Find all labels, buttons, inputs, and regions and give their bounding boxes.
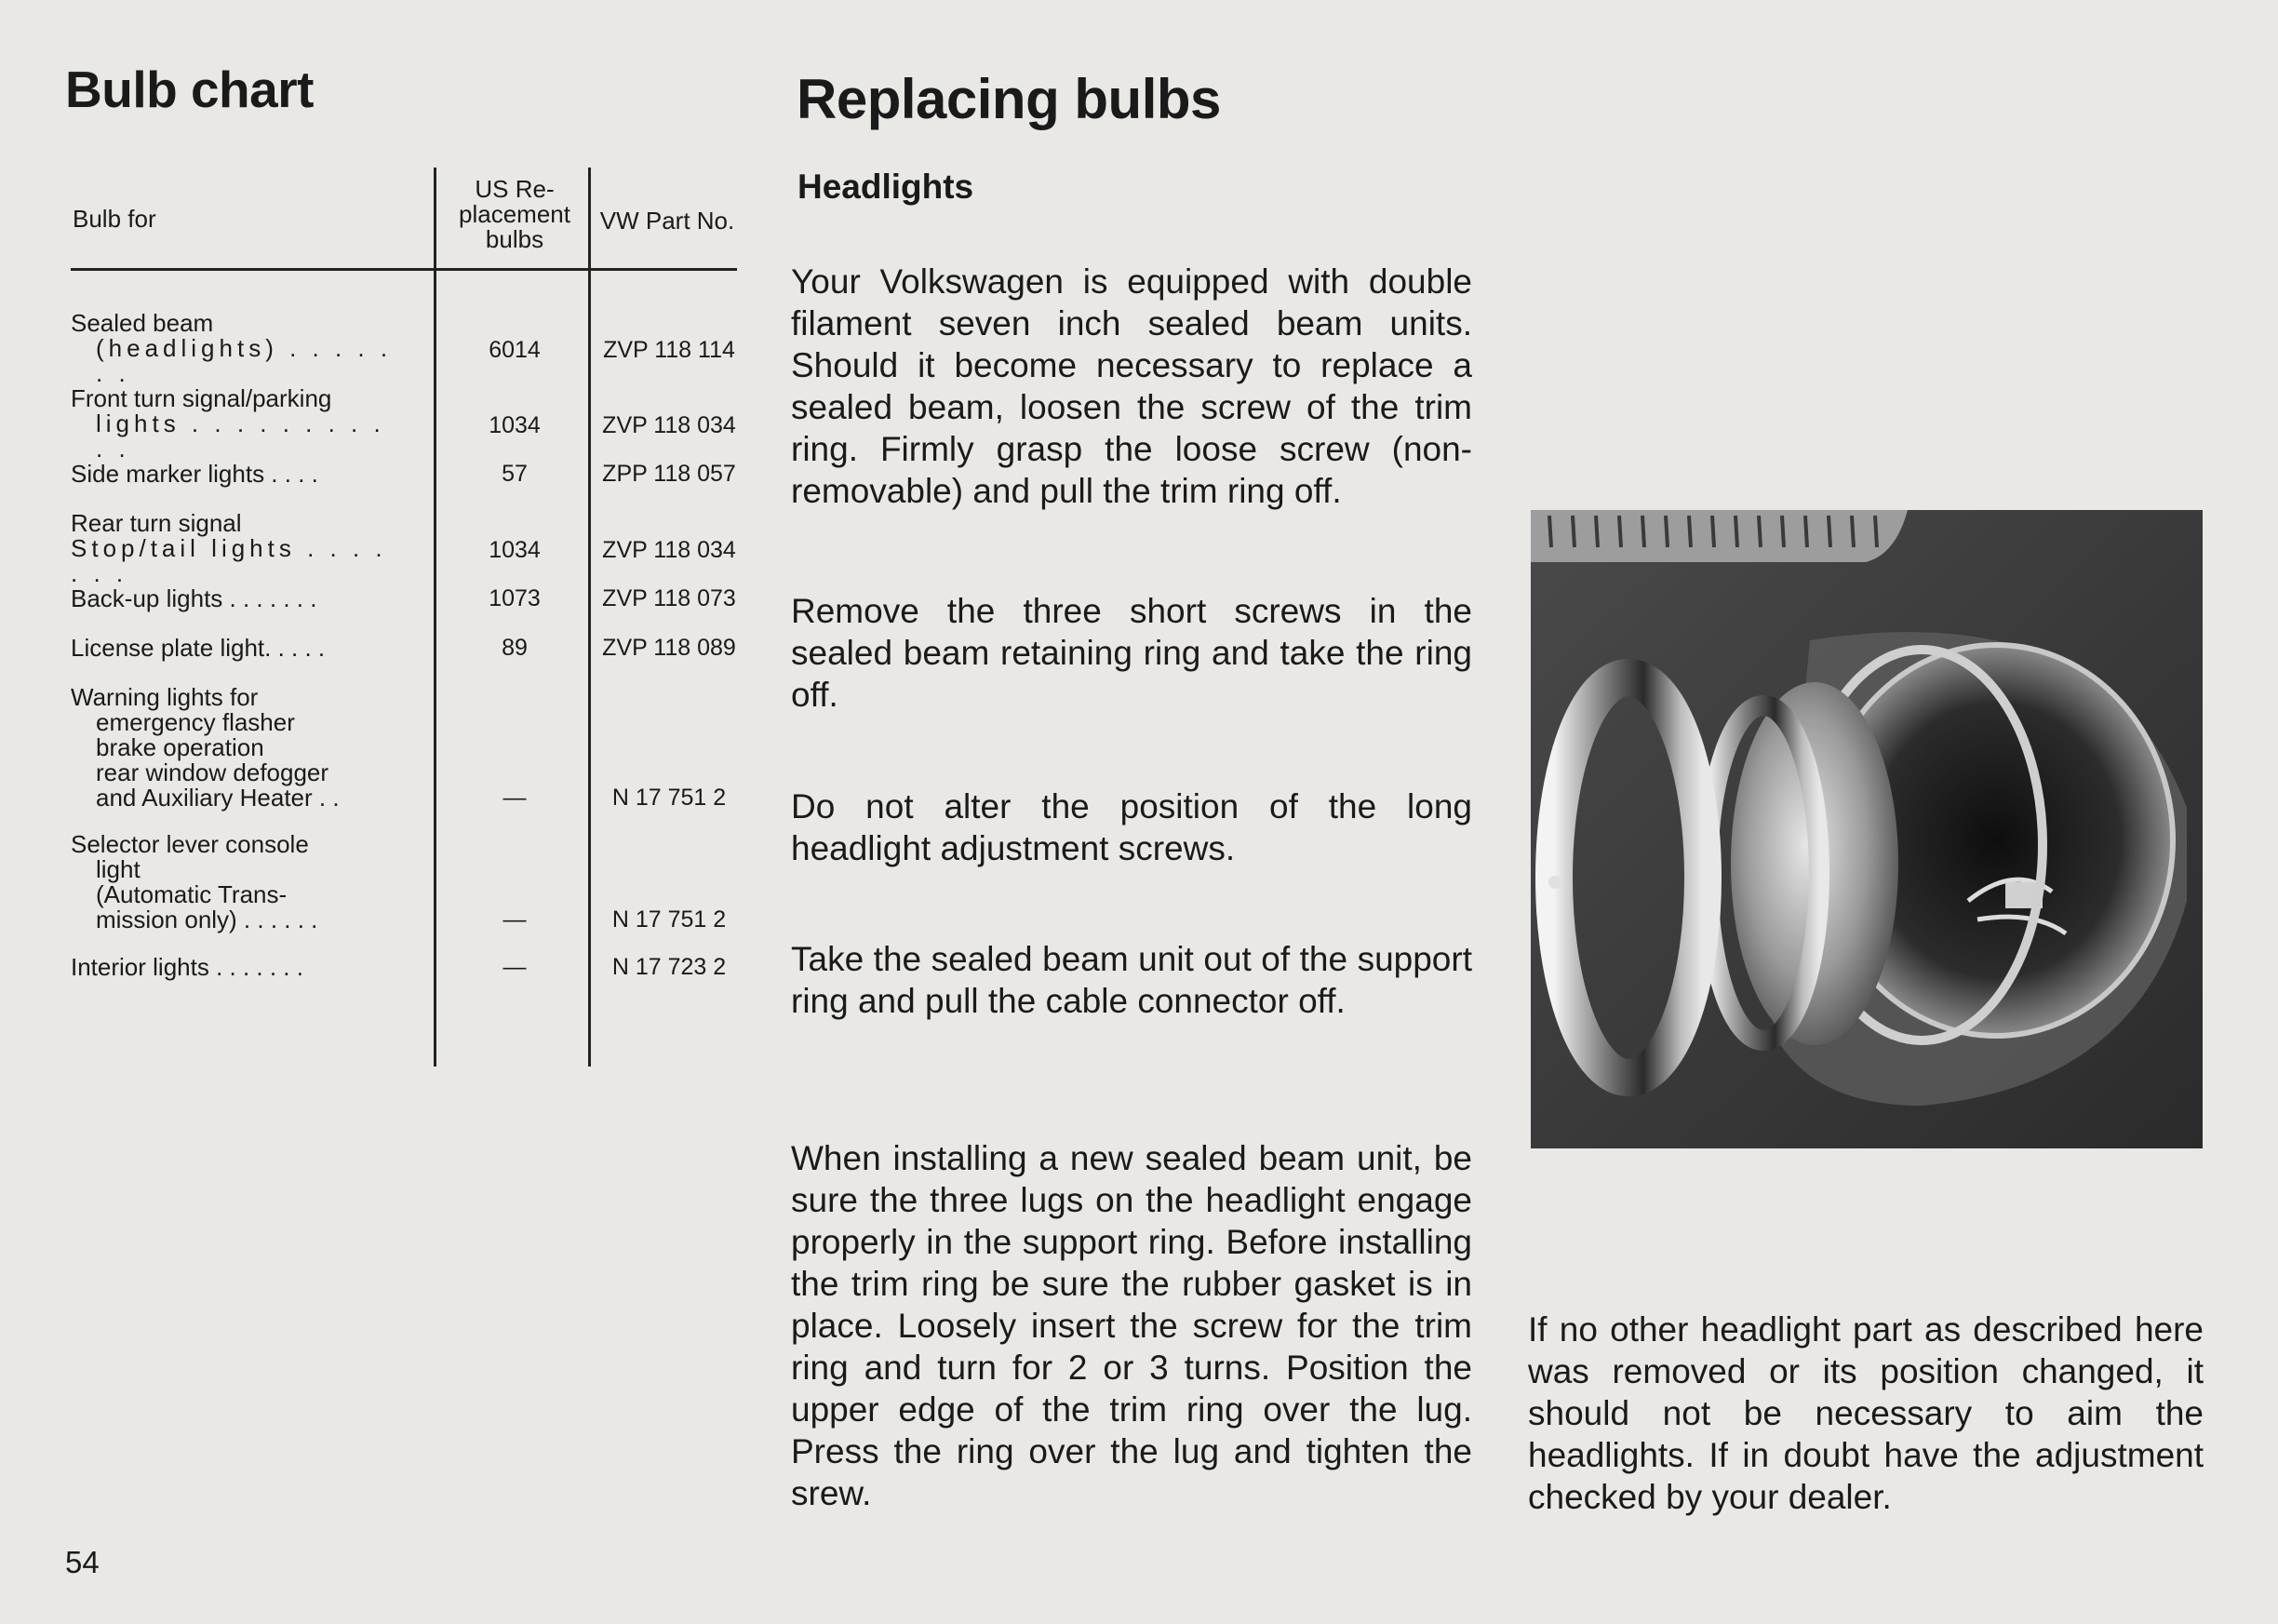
instruction-paragraph: Your Volkswagen is equipped with double filament seven inch sealed beam units. Should it become necessary to replace a sealed beam, loosen the screw of the trim ring. Firmly grasp the loose screw (non-removable) and pull the trim ring off. [791, 262, 1472, 510]
label-line: Warning lights for [71, 683, 259, 711]
label-line: (Automatic Trans- [96, 880, 288, 908]
us-header-line: placement [459, 200, 570, 228]
us-bulb-number: 1073 [489, 585, 541, 611]
label-line: Stop/tail lights . . . . . . . [71, 534, 387, 587]
headlights-subtitle: Headlights [797, 168, 974, 206]
row-label [71, 636, 406, 661]
row-label [71, 462, 406, 487]
instruction-paragraph: Do not alter the position of the long headlight adjustment screws. [791, 787, 1472, 867]
row-label [71, 586, 406, 611]
label-line: and Auxiliary Heater . . [96, 784, 340, 812]
table-divider-1 [434, 168, 436, 1067]
row-label [71, 685, 406, 811]
label-line: Front turn signal/parking [71, 384, 332, 412]
us-bulb-number: — [502, 785, 527, 811]
label-line: Selector lever console [71, 830, 309, 858]
vw-part-number: ZVP 118 114 [603, 337, 735, 363]
vw-part-number: N 17 751 2 [611, 906, 727, 933]
us-bulb-number: — [502, 906, 527, 933]
vw-part-number: ZVP 118 034 [602, 537, 736, 563]
trim-ring-screw [1548, 876, 1561, 889]
row-label [71, 386, 406, 462]
label-line: (headlights) . . . . . . . [96, 334, 393, 387]
label-line: Back-up lights . . . . . . . [71, 584, 317, 612]
aiming-note-paragraph: If no other headlight part as described here was removed or its position changed, it should not be necessary to aim the headlights. If in doubt have the adjustment checked by your dealer. [1528, 1310, 2204, 1516]
vw-part-number: N 17 751 2 [611, 785, 727, 811]
vw-part-number: ZVP 118 089 [602, 635, 736, 661]
vw-part-number: ZVP 118 073 [602, 585, 736, 611]
row-label [71, 955, 406, 980]
instruction-paragraph: Remove the three short screws in the sealed beam retaining ring and take the ring off. [791, 592, 1472, 714]
us-bulb-number: 89 [502, 635, 528, 661]
us-bulb-number: 6014 [489, 337, 541, 363]
instruction-paragraph: Take the sealed beam unit out of the support ring and pull the cable connector off. [791, 940, 1472, 1020]
label-line: mission only) . . . . . . [96, 906, 318, 933]
label-line: lights . . . . . . . . . . . [96, 409, 385, 463]
label-line: Rear turn signal [71, 509, 242, 537]
label-line: brake operation [96, 733, 264, 761]
row-label [71, 511, 406, 586]
label-line: emergency flasher [96, 708, 295, 736]
bulb-chart-title: Bulb chart [65, 60, 314, 118]
us-bulb-number: 57 [502, 461, 528, 487]
label-line: light [96, 855, 141, 883]
page-number: 54 [65, 1545, 100, 1579]
label-line: Sealed beam [71, 309, 214, 337]
table-header-rule [71, 268, 737, 271]
vw-part-number: N 17 723 2 [611, 954, 727, 980]
row-label [71, 832, 406, 933]
column-header-vw-part-no: VW Part No. [599, 207, 735, 235]
us-bulb-number: — [502, 954, 527, 980]
vw-part-number: ZVP 118 034 [602, 412, 736, 438]
column-header-bulb-for: Bulb for [73, 205, 156, 233]
row-label [71, 311, 406, 386]
label-line: rear window defogger [96, 758, 329, 786]
label-line: Side marker lights . . . . [71, 460, 318, 488]
us-header-line: US Re- [475, 175, 555, 203]
label-line: Interior lights . . . . . . . [71, 953, 303, 981]
instruction-paragraph: When installing a new sealed beam unit, be sure the three lugs on the headlight engage properly in the support ring. Before installing the trim ring be sure the rubber gasket is in place. Loosely insert the screw for the trim ring and turn for 2 or 3 turns. Position the upper edge of the trim ring over the lug. Press the ring over the lug and tighten the srew. [791, 1139, 1472, 1512]
us-bulb-number: 1034 [489, 412, 541, 438]
us-header-line: bulbs [485, 225, 544, 253]
us-bulb-number: 1034 [489, 537, 541, 563]
replacing-bulbs-title: Replacing bulbs [797, 68, 1221, 130]
label-line: License plate light. . . . . [71, 634, 326, 662]
column-header-us-replacement [436, 177, 594, 252]
headlight-exploded-photo [1531, 510, 2203, 1148]
vw-part-number: ZPP 118 057 [602, 461, 736, 487]
